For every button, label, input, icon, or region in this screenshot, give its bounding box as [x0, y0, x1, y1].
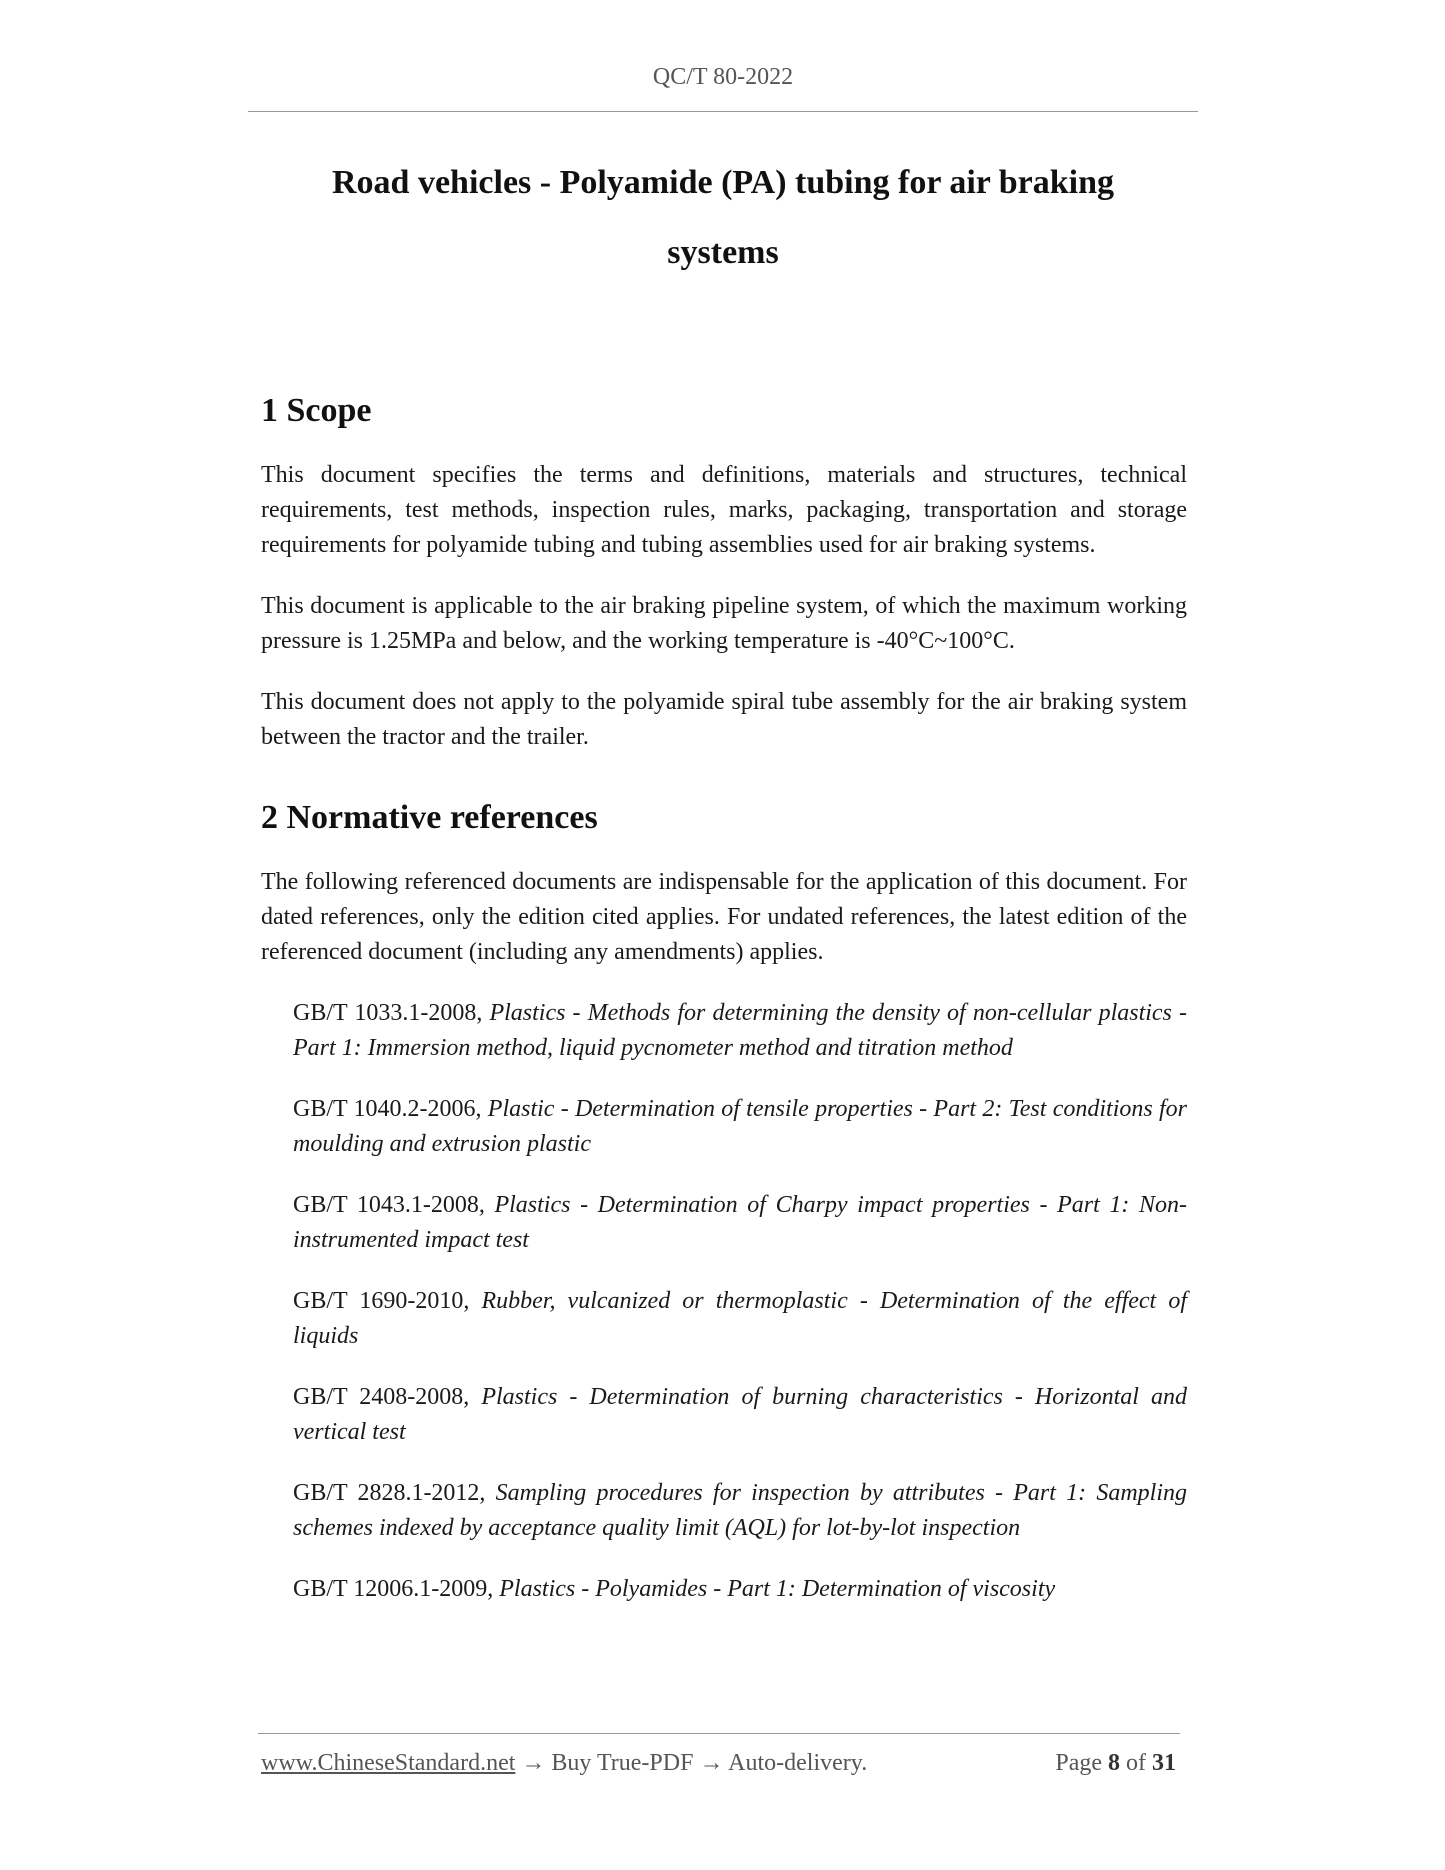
reference-item [293, 1380, 1187, 1450]
section-heading-normative-references: 2 Normative references [261, 799, 598, 836]
references-intro-paragraph: The following referenced documents are indispensable for the application of this document. For dated references, only the edition cited applies. For undated references, the latest edition of the referenced document (including any amendments) applies. [261, 869, 1187, 965]
page-current: 8 [1108, 1750, 1120, 1776]
section-heading-scope: 1 Scope [261, 392, 372, 429]
site-link[interactable]: www.ChineseStandard.net [261, 1750, 516, 1776]
reference-item [293, 1188, 1187, 1258]
reference-item [293, 996, 1187, 1066]
reference-title: Sampling procedures for inspection by attributes - Part 1: Sampling schemes indexed by acceptance quality limit (AQL) for lot-by-lot inspection [293, 1480, 1187, 1541]
reference-code: GB/T 2408-2008, [293, 1384, 482, 1410]
page-header-doc-code: QC/T 80-2022 [652, 64, 794, 90]
footer-divider [258, 1733, 1180, 1734]
page-total: 31 [1152, 1750, 1176, 1776]
scope-paragraph: This document does not apply to the polyamide spiral tube assembly for the air braking system between the tractor and the trailer. [261, 689, 1187, 750]
reference-title: Plastics - Methods for determining the density of non-cellular plastics - Part 1: Immersion method, liquid pycnometer method and titration method [293, 1000, 1187, 1061]
title-line-1: Road vehicles - Polyamide (PA) tubing for air braking [332, 164, 1114, 201]
reference-item [293, 1284, 1187, 1354]
title-line-2: systems [667, 234, 779, 271]
reference-title: Plastics - Determination of burning characteristics - Horizontal and vertical test [293, 1384, 1187, 1445]
footer-purchase-line [261, 1750, 867, 1777]
reference-item [293, 1476, 1187, 1546]
reference-code: GB/T 1043.1-2008, [293, 1192, 495, 1218]
page-indicator [1055, 1750, 1176, 1777]
reference-item [293, 1092, 1187, 1162]
reference-title: Rubber, vulcanized or thermoplastic - Determination of the effect of liquids [293, 1288, 1187, 1349]
document-body [261, 388, 1187, 1633]
arrow-right-icon: → [693, 1750, 729, 1776]
scope-paragraph: This document is applicable to the air braking pipeline system, of which the maximum working pressure is 1.25MPa and below, and the working temperature is -40°C~100°C. [261, 593, 1187, 654]
buy-pdf-text: Buy True-PDF [551, 1750, 694, 1776]
reference-item [293, 1572, 1187, 1607]
page-of-label: of [1126, 1750, 1146, 1776]
reference-title: Plastics - Polyamides - Part 1: Determination of viscosity [499, 1576, 1056, 1602]
header-divider [248, 111, 1198, 112]
reference-code: GB/T 12006.1-2009, [293, 1576, 500, 1602]
reference-code: GB/T 1690-2010, [293, 1288, 482, 1314]
reference-title: Plastic - Determination of tensile properties - Part 2: Test conditions for moulding and extrusion plastic [293, 1096, 1187, 1157]
page-label: Page [1055, 1750, 1102, 1776]
reference-list [261, 996, 1187, 1607]
reference-code: GB/T 2828.1-2012, [293, 1480, 496, 1506]
reference-code: GB/T 1033.1-2008, [293, 1000, 490, 1026]
document-title [248, 148, 1198, 288]
arrow-right-icon: → [515, 1750, 552, 1776]
reference-code: GB/T 1040.2-2006, [293, 1096, 488, 1122]
scope-paragraph: This document specifies the terms and definitions, materials and structures, technical requirements, test methods, inspection rules, marks, packaging, transportation and storage requirements for polyamide tubing and tubing assemblies used for air braking systems. [261, 462, 1187, 558]
auto-delivery-text: Auto-delivery. [728, 1750, 868, 1776]
reference-title: Plastics - Determination of Charpy impact properties - Part 1: Non-instrumented impact test [293, 1192, 1187, 1253]
